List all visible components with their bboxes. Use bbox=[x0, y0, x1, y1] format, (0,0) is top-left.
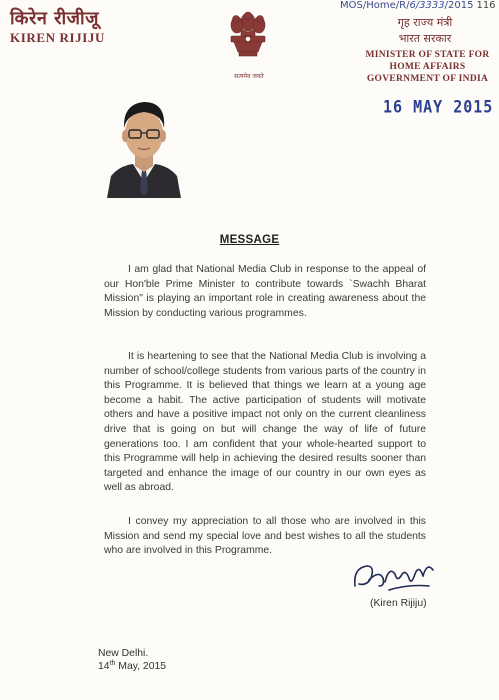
hindi-designation-line2: भारत सरकार bbox=[398, 32, 452, 45]
reference-year: /2015 bbox=[444, 0, 474, 11]
date-stamp: 16 MAY 2015 bbox=[383, 97, 494, 117]
hindi-name: किरेन रीजीजू bbox=[10, 8, 100, 29]
place: New Delhi. bbox=[98, 648, 149, 659]
date-rest: May, 2015 bbox=[115, 661, 167, 672]
reference-prefix: MOS/Home/R/ bbox=[340, 0, 410, 11]
reference-suffix: 116 bbox=[476, 0, 496, 11]
emblem-motto: सत्यमेव जयते bbox=[234, 73, 264, 80]
paragraph-2 bbox=[104, 350, 426, 496]
date-day: 14 bbox=[98, 661, 110, 672]
message-heading: MESSAGE bbox=[219, 234, 280, 246]
reference-number bbox=[340, 0, 496, 11]
hindi-designation-line1: गृह राज्य मंत्री bbox=[397, 16, 453, 29]
paragraph-3-text: I convey my appreciation to all those who are involved in this Mission and send my special love and best wishes to all the students who are involved in this Programme. bbox=[104, 516, 426, 557]
paragraph-2-text: It is heartening to see that the National Media Club is involving a number of school/college students from various parts of the country in this Programme. It is believed that things we learn at a young age become a habit. The active participation of students will motivate others and have a positive impact not only on the current cleanliness drive that is going on but will change the way of life of future generations too. I am confident that your whole-hearted support to this Programme will help in achieving the desired results sooner than targeted and enhance the image of our country in our own eyes as well as abroad. bbox=[104, 351, 426, 494]
ministry-line3: GOVERNMENT OF INDIA bbox=[366, 74, 489, 84]
handwritten-signature bbox=[349, 556, 439, 596]
ministry-line2: HOME AFFAIRS bbox=[389, 62, 466, 72]
hindi-designation bbox=[360, 15, 490, 47]
national-emblem-icon bbox=[225, 8, 271, 78]
ministry-line1: MINISTER OF STATE FOR bbox=[365, 50, 490, 60]
reference-handwritten: 6/3333 bbox=[409, 0, 445, 11]
signatory-name: (Kiren Rijiju) bbox=[370, 598, 427, 609]
portrait-photo bbox=[105, 90, 183, 198]
paragraph-1 bbox=[104, 263, 426, 321]
paragraph-1-text: I am glad that National Media Club in response to the appeal of our Hon'ble Prime Minister to contribute towards `Swachh Bharat Mission" is playing an important role in creating awareness about the Mission by conducting various programmes. bbox=[104, 264, 426, 319]
paragraph-3 bbox=[104, 515, 426, 559]
english-name: KIREN RIJIJU bbox=[10, 30, 105, 45]
letter-date bbox=[98, 660, 166, 672]
date-ordinal: th bbox=[109, 660, 116, 667]
ministry-designation bbox=[355, 49, 499, 85]
